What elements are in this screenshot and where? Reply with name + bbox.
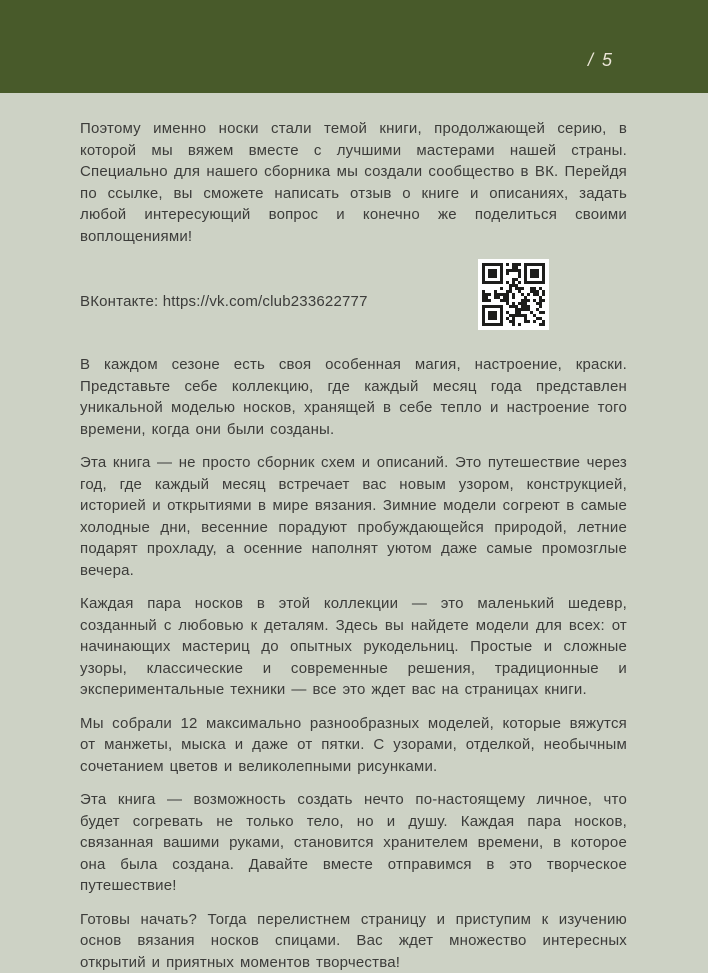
qr-pattern [482, 263, 545, 326]
paragraph-ready: Готовы начать? Тогда перелистнем страницу и приступим к изучению основ вязания носков спицами. Вас ждет множество интересных открытий и приятных моментов творчества! [80, 909, 627, 973]
paragraph-intro: Поэтому именно носки стали темой книги, продолжающей серию, в которой мы вяжем вместе с лучшими мастерами нашей страны. Специально для нашего сборника мы создали сообщество в ВК. Перейдя по ссылке, вы сможете написать отзыв о книге и описаниях, задать любой интересующий вопрос и конечно же поделиться своими воплощениями! [80, 118, 627, 247]
paragraph-journey: Эта книга — не просто сборник схем и описаний. Это путешествие через год, где каждый месяц встречает вас новым узором, конструкцией, историей и открытиями в мире вязания. Зимние модели согреют в самые холодные дни, весенние порадуют пробуждающейся природой, летние подарят прохладу, а осенние наполнят уютом даже самые промозглые вечера. [80, 452, 627, 581]
page-number: / 5 [588, 50, 614, 71]
page-header [0, 0, 708, 93]
paragraph-models: Мы собрали 12 максимально разнообразных моделей, которые вяжутся от манжеты, мыска и даже от пятки. С узорами, отделкой, необычным сочетанием цветов и великолепными рисунками. [80, 713, 627, 778]
paragraph-collection: Каждая пара носков в этой коллекции — это маленький шедевр, созданный с любовью к деталям. Здесь вы найдете модели для всех: от начинающих мастериц до опытных рукодельниц. Простые и сложные узоры, классические и современные решения, традиционные и экспериментальные техники — все это ждет вас на страницах книги. [80, 593, 627, 701]
paragraph-seasons: В каждом сезоне есть своя особенная магия, настроение, краски. Представьте себе коллекцию, где каждый месяц года представлен уникальной моделью носков, хранящей в себе тепло и настроение того времени, когда они были созданы. [80, 354, 627, 440]
qr-code [478, 259, 549, 330]
vk-row [80, 259, 627, 330]
vk-link[interactable]: ВКонтакте: https://vk.com/club233622777 [80, 279, 478, 310]
page-content [0, 93, 708, 973]
paragraph-personal: Эта книга — возможность создать нечто по-настоящему личное, что будет согревать не только тело, но и душу. Каждая пара носков, связанная вашими руками, становится хранителем времени, в которое она была создана. Давайте вместе отправимся в это творческое путешествие! [80, 789, 627, 897]
